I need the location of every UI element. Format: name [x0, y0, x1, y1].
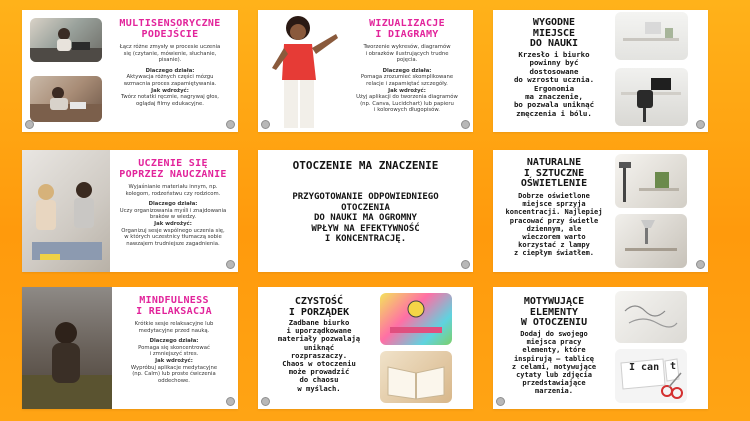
slide-title [262, 297, 376, 318]
title-line: WIZUALIZACJE [369, 18, 445, 29]
photo-i-can-paper [615, 349, 687, 403]
body-line: Zadbane biurko [288, 318, 350, 327]
slide-comfortable-place[interactable] [493, 10, 708, 132]
title-line: CZYSTOŚĆ [294, 296, 344, 307]
body-line: rozpraszaczy. [290, 350, 348, 360]
title-line: MINDFULNESS [139, 295, 209, 306]
slide-body [112, 321, 236, 384]
body-line: Twórz notatki ręcznie, nagrywaj głos, [121, 94, 219, 101]
title-line: PODEJŚCIE [141, 29, 199, 40]
slide-body [344, 44, 470, 114]
title-line: MOTYWUJĄCE [523, 296, 585, 307]
page-indicator-dot [226, 120, 235, 129]
slide-body [110, 184, 236, 247]
body-line: oglądaj filmy edukacyjne. [136, 100, 204, 107]
body-line: Dobrze oświetlone [518, 192, 590, 200]
body-line: PRZYGOTOWANIE ODPOWIEDNIEGO [292, 192, 439, 202]
body-line: Krótkie sesje relaksacyjne lub [134, 321, 214, 327]
why-label: Dlaczego działa: [382, 67, 432, 74]
body-line: medytacyjne przed nauką. [138, 327, 210, 334]
body-line: Ergonomia [533, 83, 575, 93]
body-line: korzystać z lampy [518, 241, 590, 250]
title-line: DO NAUKI [529, 38, 579, 49]
body-line: (np. Calm) lub proste ćwiczenia [132, 371, 216, 378]
body-line: Uczy organizowania myśli i znajdowania [119, 207, 227, 214]
page-indicator-dot [461, 260, 470, 269]
photo-desk-white [615, 12, 688, 60]
body-line: i uporządkowane [286, 326, 352, 336]
body-line: i kolorowych długopisów. [374, 107, 440, 114]
page-indicator-dot [25, 120, 34, 129]
body-line: marzenia. [535, 387, 573, 396]
body-line: Aktywacja różnych części mózgu [126, 74, 214, 81]
page-indicator-dot [261, 120, 270, 129]
body-line: materiały pozwalają [277, 334, 361, 344]
photo-handwritten-note [615, 291, 687, 343]
body-line: wzmacnia proces zapamiętywania. [123, 80, 217, 87]
title-line: MULTISENSORYCZNE [119, 18, 221, 29]
page-indicator-dot [226, 260, 235, 269]
cut-letter-text: t [670, 361, 677, 372]
how-label: Jak wdrożyć: [154, 220, 192, 227]
slide-title-center[interactable] [258, 150, 473, 272]
slide-title [344, 18, 470, 40]
body-line: i obrazków ilustrujących trudne [365, 50, 449, 57]
body-line: wieczorem warto [522, 233, 586, 242]
body-line: oddechowe. [157, 377, 190, 384]
body-line: i zmniejszyć stres. [149, 351, 199, 358]
slide-title [499, 158, 609, 190]
slide-tidiness[interactable] [258, 287, 473, 409]
body-line: koncentracji. Najlepiej [505, 208, 603, 217]
body-line: braków w wiedzy. [149, 214, 197, 221]
body-line: w których uczestnicy tłumaczą sobie [124, 234, 222, 241]
title-line: WYGODNE [532, 17, 576, 28]
body-line: Krzesło i biurko [518, 50, 590, 59]
why-label: Dlaczego działa: [145, 67, 195, 74]
body-line: zmęczenia i bólu. [516, 108, 592, 118]
main-title: OTOCZENIE MA ZNACZENIE [292, 159, 439, 172]
body-line: cytaty lub zdjęcia [516, 371, 592, 380]
body-line: Dodaj do swojego [520, 330, 588, 338]
body-line: kolegom, rodzeństwu czy rodzicom. [125, 190, 221, 197]
photo-lamp-desk [615, 154, 687, 208]
why-label: Dlaczego działa: [148, 201, 198, 208]
photo-woman-laptop [30, 18, 102, 62]
how-label: Jak wdrożyć: [155, 357, 193, 364]
body-line: miejsca pracy [526, 338, 582, 347]
title-line: W OTOCZENIU [520, 317, 588, 328]
title-line: I SZTUCZNE [523, 167, 585, 179]
body-line: Tworzenie wykresów, diagramów [363, 44, 451, 50]
body-line: Łącz różne zmysły w procesie uczenia [119, 44, 221, 50]
body-line: pojęcia. [396, 57, 418, 64]
slide-title [110, 158, 236, 180]
body-line: OTOCZENIA [341, 202, 390, 213]
slide-multisensory[interactable] [22, 10, 238, 132]
body-line: uniknąć [303, 342, 335, 352]
body-line: relacje i zapamiętać szczegóły. [366, 80, 448, 87]
body-line: się (czytanie, mówienie, słuchanie, [123, 50, 217, 57]
page-indicator-dot [226, 397, 235, 406]
slide-body [262, 192, 469, 245]
slide-body [501, 51, 607, 118]
body-line: Wypróbuj aplikacje medytacyjne [130, 364, 218, 371]
body-line: DO NAUKI MA OGROMNY [314, 213, 417, 223]
title-line: MIEJSCE [532, 27, 576, 39]
slide-body [262, 319, 376, 393]
body-line: z ciepłym światłem. [513, 249, 595, 258]
photo-open-book [380, 351, 452, 403]
photo-two-students [22, 150, 110, 272]
how-label: Jak wdrożyć: [151, 87, 189, 94]
body-line: może prowadzić [288, 367, 350, 377]
slide-body [106, 44, 234, 107]
body-line: inspirują – tablicę [513, 354, 595, 363]
slide-title [501, 18, 607, 50]
slide-visualizations[interactable] [258, 10, 473, 132]
title-line: I DIAGRAMY [375, 29, 439, 40]
why-label: Dlaczego działa: [149, 338, 199, 345]
title-line: NATURALNE [526, 157, 582, 168]
page-indicator-dot [261, 397, 270, 406]
slide-lighting[interactable] [493, 150, 708, 272]
body-line: nawzajem trudniejsze zagadnienia. [126, 240, 220, 247]
body-line: miejsce sprzyja [522, 200, 586, 209]
photo-excited-girl [264, 10, 344, 132]
body-line: do chaosu [299, 375, 339, 385]
i-can-text: I can [629, 362, 660, 373]
photo-student-sofa [30, 76, 102, 122]
slide-mindfulness[interactable] [22, 287, 238, 409]
slide-motivating-elements[interactable] [493, 287, 708, 409]
photo-desk-lamp-room [615, 214, 687, 268]
body-line: Użyj aplikacji do tworzenia diagramów [356, 94, 458, 101]
slide-title [499, 297, 609, 329]
body-line: dostosowane [529, 66, 579, 76]
body-line: pisanie). [158, 57, 182, 64]
body-line: (np. Canva, Lucidchart) lub papieru [360, 100, 454, 107]
title-line: I RELAKSACJA [136, 306, 212, 317]
body-line: ma znaczenie, [525, 92, 583, 102]
slide-body [499, 192, 609, 258]
body-line: pracować przy świetle [509, 216, 599, 225]
body-line: bo pozwala uniknąć [513, 100, 595, 110]
photo-desk-chair [615, 68, 688, 126]
body-line: WPŁYW NA EFEKTYWNOŚĆ [311, 223, 420, 234]
body-line: elementy, które [522, 346, 586, 355]
photo-desk-supplies [380, 293, 452, 345]
how-label: Jak wdrożyć: [388, 87, 426, 94]
page-indicator-dot [496, 397, 505, 406]
body-line: Organizuj sesje wspólnego uczenia się, [121, 227, 225, 234]
title-line: I PORZĄDEK [288, 306, 350, 318]
title-line: UCZENIE SIĘ [138, 158, 208, 169]
body-line: Pomaga się skoncentrować [138, 344, 210, 351]
body-line: I KONCENTRACJĘ. [324, 234, 407, 244]
page-indicator-dot [461, 120, 470, 129]
slide-title [112, 295, 236, 317]
body-line: Wyjaśnianie materiału innym, np. [128, 184, 218, 190]
body-line: powinny być [529, 58, 579, 68]
slide-title [104, 18, 236, 40]
page-indicator-dot [696, 260, 705, 269]
body-line: przedstawiające [522, 379, 586, 388]
body-line: z celami, motywujące [511, 362, 597, 371]
slide-learning-by-teaching[interactable] [22, 150, 238, 272]
body-line: Pomaga zrozumieć skomplikowane [360, 74, 454, 81]
title-line: POPRZEZ NAUCZANIE [119, 169, 227, 180]
title-line: OŚWIETLENIE [520, 178, 588, 189]
body-line: dziennym, ale [526, 224, 582, 233]
title-line: ELEMENTY [529, 306, 579, 318]
page-indicator-dot [696, 120, 705, 129]
body-line: do wzrostu ucznia. [513, 75, 595, 85]
photo-woman-field [22, 287, 112, 409]
slide-body [499, 330, 609, 396]
body-line: Chaos w otoczeniu [282, 359, 356, 369]
body-line: w myślach. [297, 383, 341, 393]
